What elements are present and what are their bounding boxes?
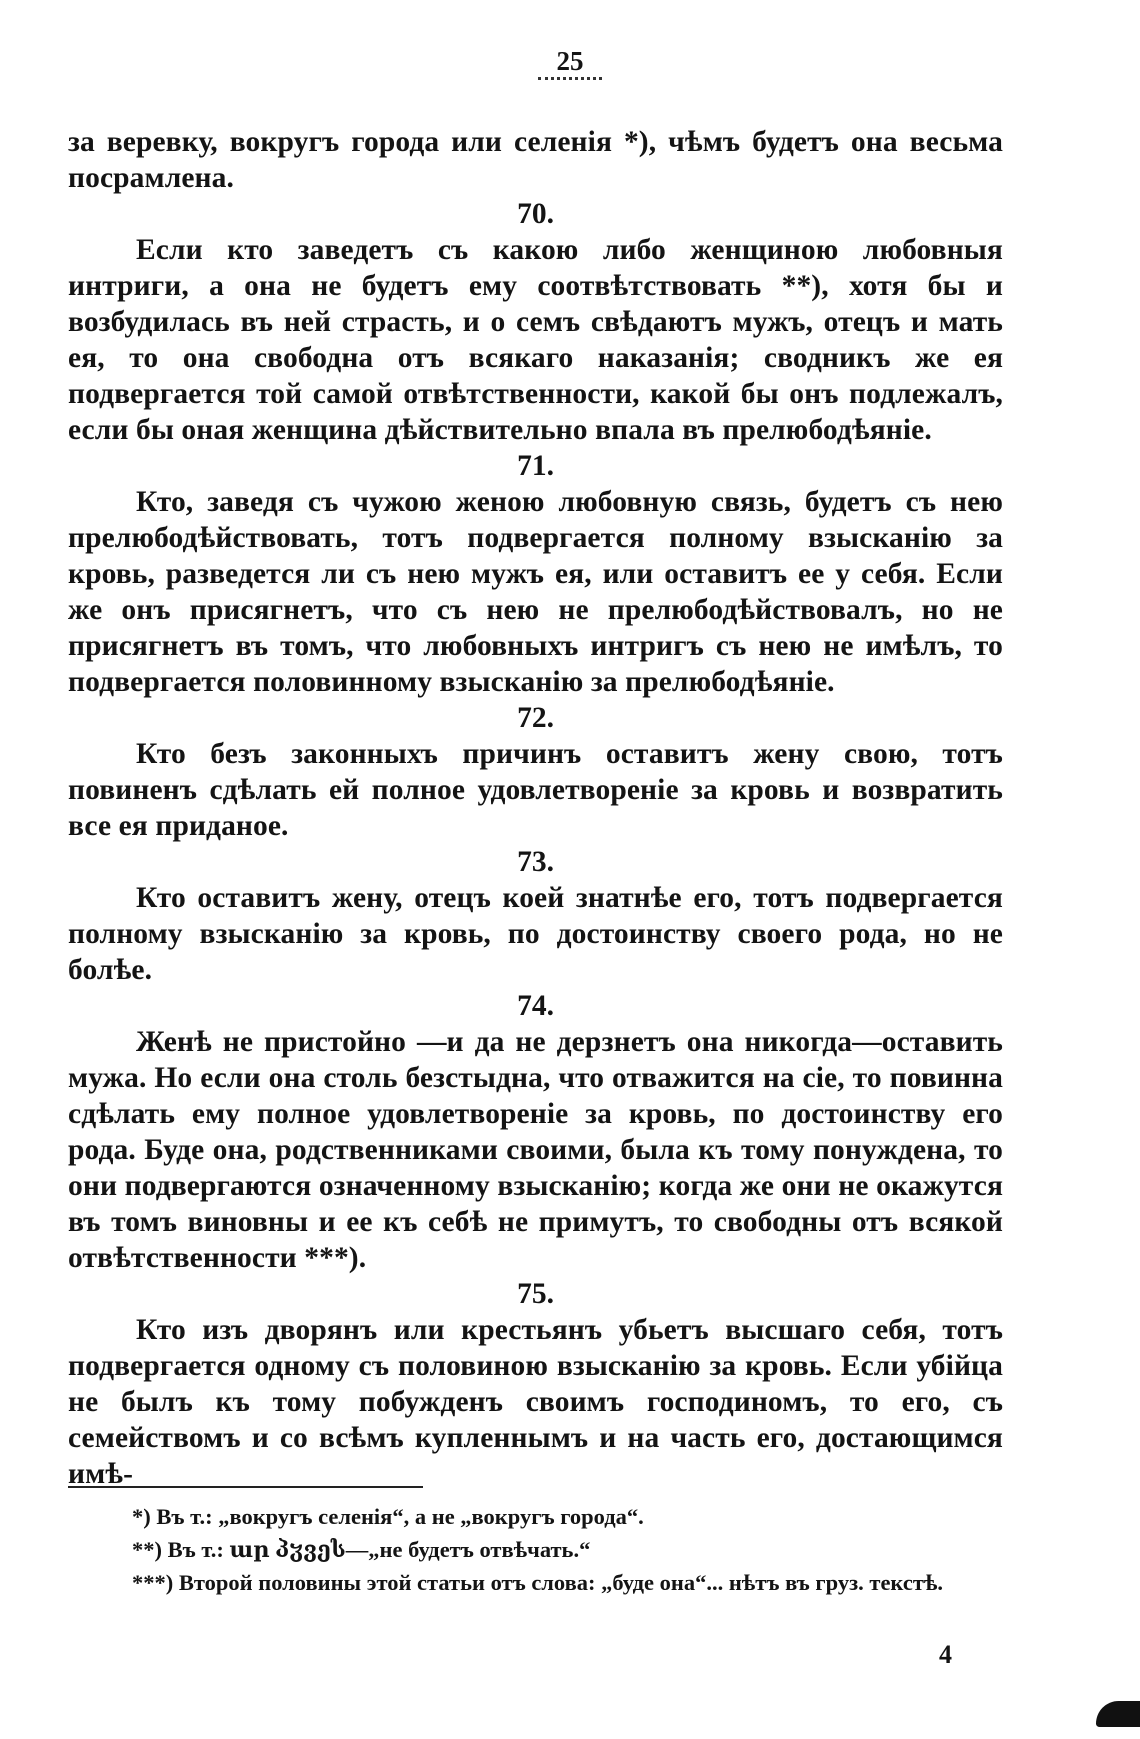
- article-text: Кто изъ дворянъ или крестьянъ убьетъ высшаго себя, тотъ подвергается одному съ половиною взысканію за кровь. Если убійца не былъ къ тому побужденъ своимъ господиномъ, то его, съ семействомъ и со всѣмъ купленнымъ и на часть его, достающимся имѣ-: [68, 1314, 1003, 1490]
- article-text: Кто, заведя съ чужою женою любовную связь, будетъ съ нею прелюбодѣйствовать, тотъ подвергается полному взысканію за кровь, разведется ли съ нею мужъ ея, или оставитъ ее у себя. Если же онъ присягнетъ, что съ нею не прелюбодѣйствовалъ, но не присягнетъ въ томъ, что любовныхъ интригъ съ нею не имѣлъ, то подвергается половинному взысканію за прелюбодѣяніе.: [68, 486, 1003, 698]
- page-number-ornament: [538, 77, 602, 80]
- page-number: [0, 48, 1140, 80]
- article-number: 71.: [517, 450, 554, 482]
- article-number: 74.: [517, 990, 554, 1022]
- scan-corner-mark: [1096, 1701, 1140, 1727]
- article-text: Кто безъ законныхъ причинъ оставитъ жену свою, тотъ повиненъ сдѣлать ей полное удовлетвореніе за кровь и возвратить все ея приданое.: [68, 738, 1003, 842]
- page-number-text: 25: [556, 46, 584, 76]
- footnote-separator: [68, 1486, 423, 1488]
- article-number: 72.: [517, 702, 554, 734]
- article-number: 75.: [517, 1278, 554, 1310]
- sheet-number: 4: [939, 1640, 952, 1669]
- footnotes: [68, 1500, 1003, 1599]
- article-number: 73.: [517, 846, 554, 878]
- article-text: Если кто заведетъ съ какою либо женщиною любовныя интриги, а она не будетъ ему соотвѣтствовать **), хотя бы и возбудилась въ ней страсть, и о семъ свѣдаютъ мужъ, отецъ и мать ея, то она свободна отъ всякаго наказанія; сводникъ же ея подвергается той самой отвѣтственности, какой бы онъ подлежалъ, если бы оная женщина дѣйствительно впала въ прелюбодѣяніе.: [68, 234, 1003, 446]
- article-text: Женѣ не пристойно —и да не дерзнетъ она никогда—оставить мужа. Но если она столь безстыдна, что отважится на сіе, то повинна сдѣлать ему полное удовлетвореніе за кровь, по достоинству его рода. Буде она, родственниками своими, была къ тому понуждена, то они подвергаются означенному взысканію; когда же они не окажутся въ томъ виновны и ее къ себѣ не примутъ, то свободны отъ всякой отвѣтственности ***).: [68, 1026, 1003, 1274]
- article-number: 70.: [517, 198, 554, 230]
- footnote: ***) Второй половины этой статьи отъ слова: „буде она“... нѣтъ въ груз. текстѣ.: [132, 1570, 943, 1595]
- main-text: [68, 124, 1003, 1492]
- footnote: **) Въ т.: ար პჳვეს—„не будетъ отвѣчать.“: [132, 1537, 591, 1562]
- footnote: *) Въ т.: „вокругъ селенія“, а не „вокругъ города“.: [132, 1504, 644, 1529]
- opening-paragraph: за веревку, вокругъ города или селенія *), чѣмъ будетъ она весьма посрамлена.: [68, 126, 1003, 194]
- article-text: Кто оставитъ жену, отецъ коей знатнѣе его, тотъ подвергается полному взысканію за кровь, по достоинству своего рода, но не болѣе.: [68, 882, 1003, 986]
